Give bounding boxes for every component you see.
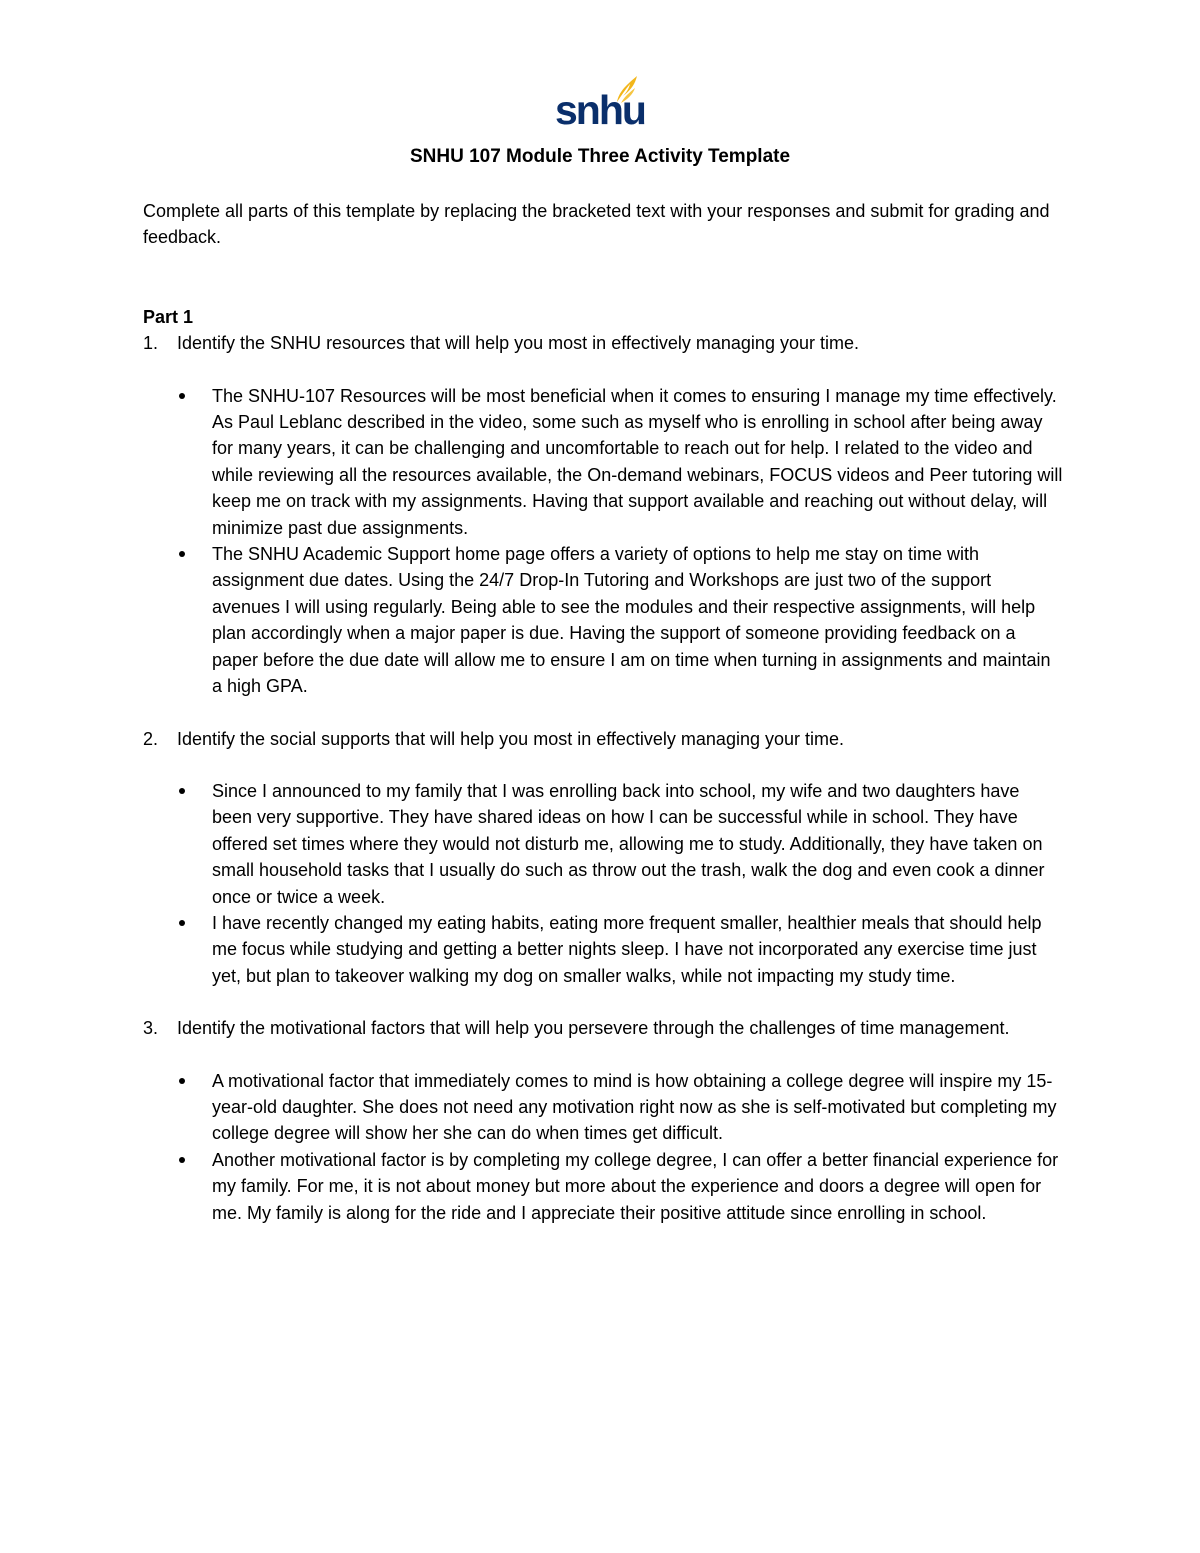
answer-text: Another motivational factor is by completing my college degree, I can offer a better financial experience for my family. For me, it is not about money but more about the experience and doors a degree will open for me. My family is along for the ride and I appreciate their positive attitude since enrolling in school. bbox=[212, 1149, 1059, 1223]
part-heading: Part 1 bbox=[143, 306, 194, 327]
answer-text: I have recently changed my eating habits, eating more frequent smaller, healthier meals that should help me focus while studying and getting a better nights sleep. I have not incorporated any exercise time just yet, but plan to takeover walking my dog on smaller walks, while not impacting my study time. bbox=[212, 912, 1042, 986]
document-body bbox=[143, 198, 1063, 1226]
question-number: 3. bbox=[143, 1018, 159, 1039]
question-1 bbox=[143, 330, 1063, 356]
answer-text: A motivational factor that immediately comes to mind is how obtaining a college degree will inspire my 15-year-old daughter. She does not need any motivation right now as she is self-motivated but completing my college degree will show her she can do when times get difficult. bbox=[212, 1070, 1057, 1144]
list-item bbox=[177, 383, 1063, 541]
answer-list-1 bbox=[143, 383, 1063, 700]
answer-list-3 bbox=[143, 1068, 1063, 1226]
question-text: Identify the social supports that will help you most in effectively managing your time. bbox=[177, 728, 845, 749]
list-item bbox=[177, 1147, 1063, 1226]
answer-text: The SNHU-107 Resources will be most beneficial when it comes to ensuring I manage my time effectively. As Paul Leblanc described in the video, some such as myself who is enrolling in school after being away for many years, it can be challenging and uncomfortable to reach out for help. I related to the video and while reviewing all the resources available, the On-demand webinars, FOCUS videos and Peer tutoring will keep me on track with my assignments. Having that support available and reaching out without delay, will minimize past due assignments. bbox=[212, 385, 1063, 538]
question-number: 2. bbox=[143, 728, 159, 749]
question-text: Identify the SNHU resources that will help you most in effectively managing your time. bbox=[177, 333, 859, 354]
list-item bbox=[177, 541, 1063, 699]
answer-list-2 bbox=[143, 778, 1063, 989]
snhu-logo bbox=[555, 74, 645, 133]
answer-text: The SNHU Academic Support home page offers a variety of options to help me stay on time with assignment due dates. Using the 24/7 Drop-In Tutoring and Workshops are just two of the support avenues I will using regularly. Being able to see the modules and their respective assignments, will help plan accordingly when a major paper is due. Having the support of someone providing feedback on a paper before the due date will allow me to ensure I am on time when turning in assignments and maintain a high GPA. bbox=[212, 544, 1051, 697]
document-title: SNHU 107 Module Three Activity Template bbox=[409, 146, 791, 167]
question-2 bbox=[143, 726, 1063, 752]
question-number: 1. bbox=[143, 333, 159, 354]
question-3 bbox=[143, 1015, 1063, 1041]
list-item bbox=[177, 910, 1063, 989]
logo-wordmark: snhu bbox=[555, 87, 645, 133]
intro-paragraph: Complete all parts of this template by replacing the bracketed text with your responses and submit for grading and feedback. bbox=[143, 201, 1050, 248]
list-item bbox=[177, 1068, 1063, 1147]
question-text: Identify the motivational factors that will help you persevere through the challenges of time management. bbox=[177, 1018, 1010, 1039]
answer-text: Since I announced to my family that I was enrolling back into school, my wife and two daughters have been very supportive. They have shared ideas on how I can be successful while in school. They have offered set times where they would not disturb me, allowing me to study. Additionally, they have taken on small household tasks that I usually do such as throw out the trash, walk the dog and even cook a dinner once or twice a week. bbox=[212, 780, 1045, 907]
list-item bbox=[177, 778, 1063, 910]
